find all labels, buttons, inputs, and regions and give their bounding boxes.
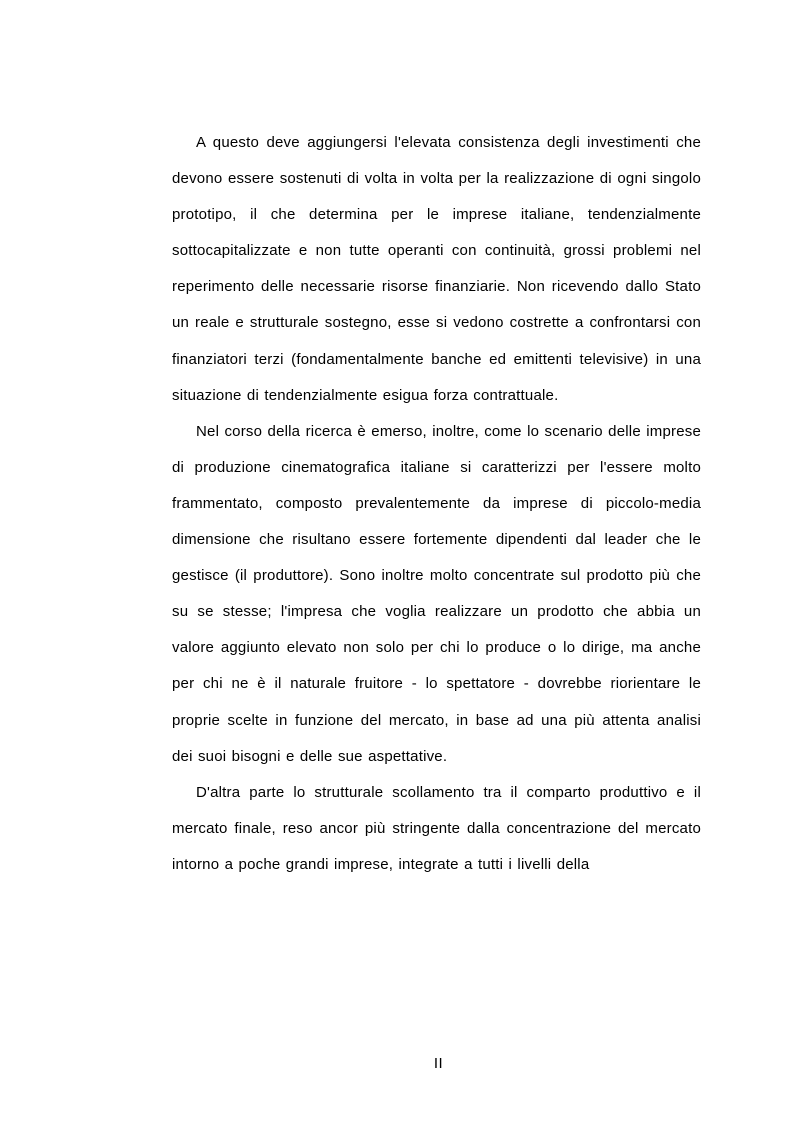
page-number: II xyxy=(433,1055,444,1072)
paragraph-2: Nel corso della ricerca è emerso, inoltre, come lo scenario delle imprese di produzione cinematografica italiane si caratterizzi per l'essere molto frammentato, composto prevalentemente da imprese di piccolo-media dimensione che risultano essere fortemente dipendenti dal leader che le gestisce (il produttore). Sono inoltre molto concentrate sul prodotto più che su se stesse; l'impresa che voglia realizzare un prodotto che abbia un valore aggiunto elevato non solo per chi lo produce o lo dirige, ma anche per chi ne è il naturale fruitore - lo spettatore - dovrebbe riorientare le proprie scelte in funzione del mercato, in base ad una più attenta analisi dei suoi bisogni e delle sue aspettative. xyxy=(172,422,701,765)
paragraph-3: D'altra parte lo strutturale scollamento tra il comparto produttivo e il mercato finale, reso ancor più stringente dalla concentrazione del mercato intorno a poche grandi imprese, integrate a tutti i livelli della xyxy=(172,783,701,873)
body-text xyxy=(172,125,701,883)
paragraph-1: A questo deve aggiungersi l'elevata consistenza degli investimenti che devono essere sostenuti di volta in volta per la realizzazione di ogni singolo prototipo, il che determina per le imprese italiane, tendenzialmente sottocapitalizzate e non tutte operanti con continuità, grossi problemi nel reperimento delle necessarie risorse finanziarie. Non ricevendo dallo Stato un reale e strutturale sostegno, esse si vedono costrette a confrontarsi con finanziatori terzi (fondamentalmente banche ed emittenti televisive) in una situazione di tendenzialmente esigua forza contrattuale. xyxy=(172,134,701,404)
